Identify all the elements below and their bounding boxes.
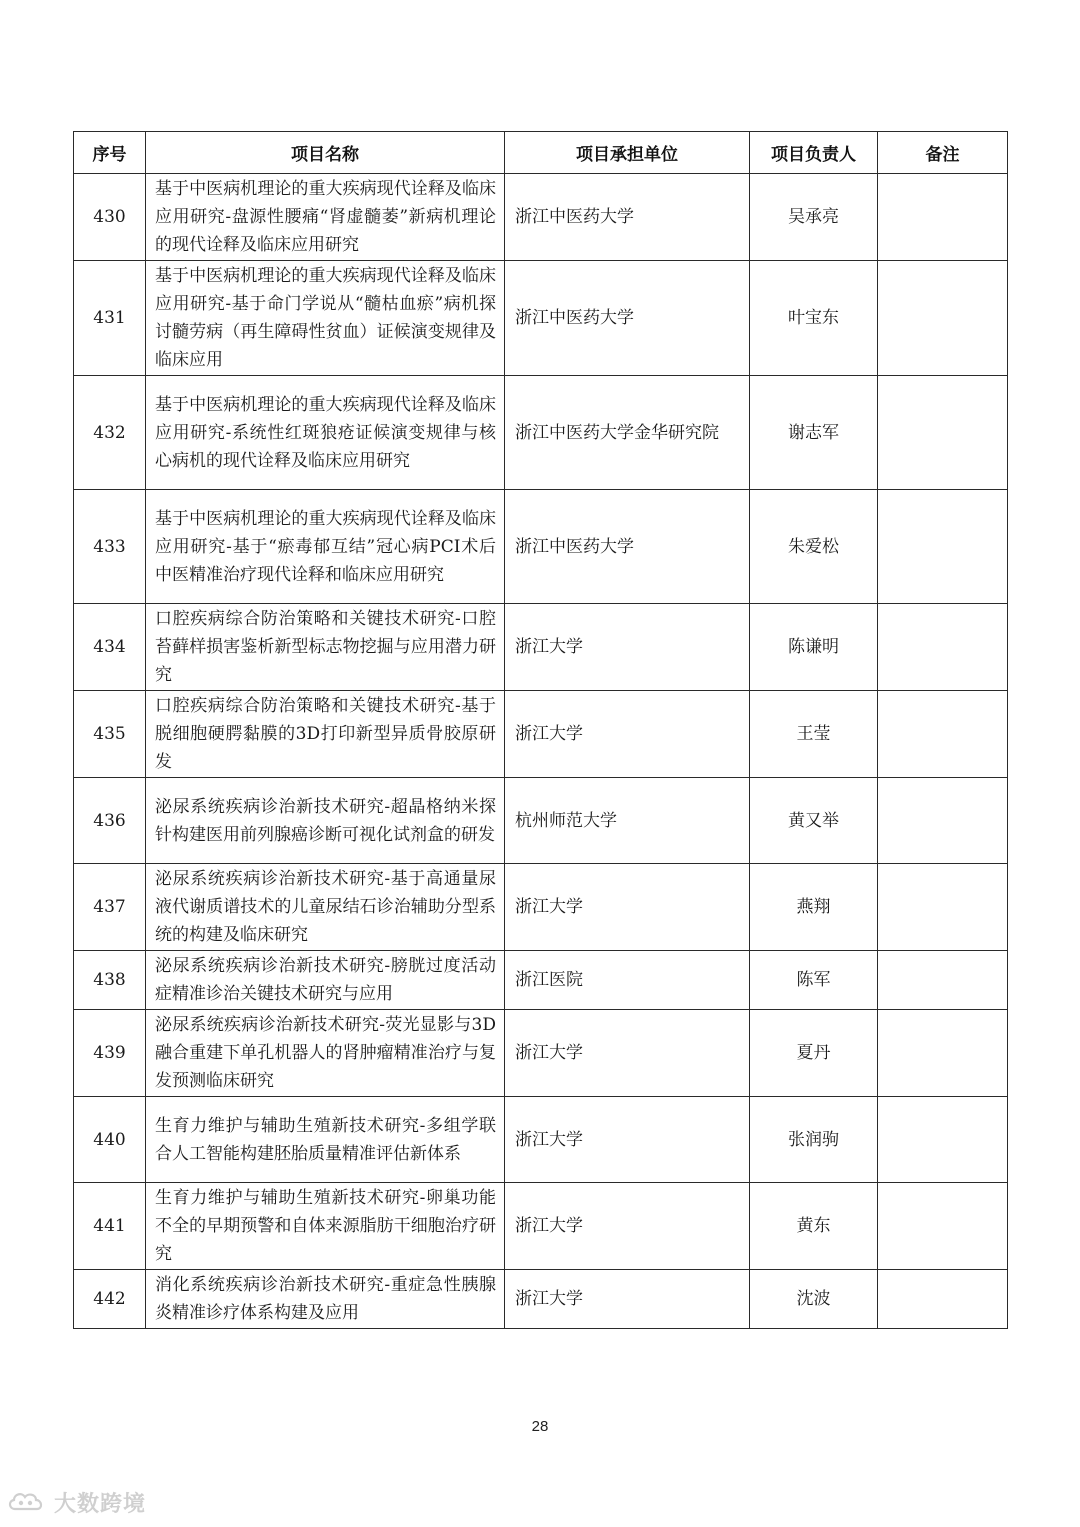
table-row	[74, 1010, 1008, 1097]
project-lead: 张润驹	[750, 1097, 878, 1183]
row-number: 432	[74, 376, 146, 490]
row-number: 435	[74, 691, 146, 778]
project-unit: 杭州师范大学	[505, 778, 750, 864]
header-note: 备注	[878, 132, 1008, 174]
project-note	[878, 1270, 1008, 1329]
project-lead: 黄东	[750, 1183, 878, 1270]
project-name: 口腔疾病综合防治策略和关键技术研究-口腔苔藓样损害鉴析新型标志物挖掘与应用潜力研究	[146, 604, 505, 691]
watermark-text: 大数跨境	[54, 1491, 147, 1517]
project-name: 泌尿系统疾病诊治新技术研究-超晶格纳米探针构建医用前列腺癌诊断可视化试剂盒的研发	[146, 778, 505, 864]
project-lead: 谢志军	[750, 376, 878, 490]
row-number: 431	[74, 261, 146, 376]
project-name: 泌尿系统疾病诊治新技术研究-荧光显影与3D融合重建下单孔机器人的肾肿瘤精准治疗与复发预测临床研究	[146, 1010, 505, 1097]
header-unit: 项目承担单位	[505, 132, 750, 174]
table-row	[74, 174, 1008, 261]
project-note	[878, 691, 1008, 778]
project-lead: 陈谦明	[750, 604, 878, 691]
project-note	[878, 1183, 1008, 1270]
project-lead: 夏丹	[750, 1010, 878, 1097]
project-name: 生育力维护与辅助生殖新技术研究-卵巢功能不全的早期预警和自体来源脂肪干细胞治疗研究	[146, 1183, 505, 1270]
header-no: 序号	[74, 132, 146, 174]
table-row	[74, 864, 1008, 951]
project-unit: 浙江大学	[505, 691, 750, 778]
table-row	[74, 604, 1008, 691]
table-row	[74, 1097, 1008, 1183]
project-lead: 朱爱松	[750, 490, 878, 604]
cloud-logo-icon	[6, 1488, 48, 1516]
project-note	[878, 778, 1008, 864]
table-header-row	[74, 132, 1008, 174]
project-unit: 浙江中医药大学	[505, 174, 750, 261]
project-note	[878, 490, 1008, 604]
table-row	[74, 691, 1008, 778]
project-unit: 浙江大学	[505, 1010, 750, 1097]
watermark	[6, 1486, 146, 1518]
project-lead: 陈军	[750, 951, 878, 1010]
project-lead: 黄又举	[750, 778, 878, 864]
row-number: 440	[74, 1097, 146, 1183]
project-note	[878, 604, 1008, 691]
project-name: 口腔疾病综合防治策略和关键技术研究-基于脱细胞硬腭黏膜的3D打印新型异质骨胶原研发	[146, 691, 505, 778]
row-number: 434	[74, 604, 146, 691]
table-row	[74, 376, 1008, 490]
project-name: 生育力维护与辅助生殖新技术研究-多组学联合人工智能构建胚胎质量精准评估新体系	[146, 1097, 505, 1183]
page-number: 28	[531, 1418, 549, 1435]
header-name: 项目名称	[146, 132, 505, 174]
project-note	[878, 376, 1008, 490]
project-note	[878, 1010, 1008, 1097]
table-row	[74, 1270, 1008, 1329]
project-unit: 浙江大学	[505, 864, 750, 951]
row-number: 438	[74, 951, 146, 1010]
project-unit: 浙江大学	[505, 1097, 750, 1183]
project-note	[878, 261, 1008, 376]
table-row	[74, 951, 1008, 1010]
project-unit: 浙江大学	[505, 1270, 750, 1329]
project-lead: 吴承亮	[750, 174, 878, 261]
project-note	[878, 864, 1008, 951]
row-number: 441	[74, 1183, 146, 1270]
project-name: 基于中医病机理论的重大疾病现代诠释及临床应用研究-基于“瘀毒郁互结”冠心病PCI术后中医精准治疗现代诠释和临床应用研究	[146, 490, 505, 604]
project-name: 泌尿系统疾病诊治新技术研究-基于高通量尿液代谢质谱技术的儿童尿结石诊治辅助分型系统的构建及临床研究	[146, 864, 505, 951]
project-name: 消化系统疾病诊治新技术研究-重症急性胰腺炎精准诊疗体系构建及应用	[146, 1270, 505, 1329]
project-note	[878, 1097, 1008, 1183]
row-number: 433	[74, 490, 146, 604]
project-table	[73, 131, 1008, 1329]
project-lead: 叶宝东	[750, 261, 878, 376]
table-row	[74, 261, 1008, 376]
table-row	[74, 490, 1008, 604]
project-note	[878, 174, 1008, 261]
row-number: 439	[74, 1010, 146, 1097]
project-unit: 浙江中医药大学	[505, 261, 750, 376]
project-unit: 浙江中医药大学	[505, 490, 750, 604]
project-lead: 王莹	[750, 691, 878, 778]
project-lead: 沈波	[750, 1270, 878, 1329]
project-unit: 浙江医院	[505, 951, 750, 1010]
table-row	[74, 1183, 1008, 1270]
project-name: 基于中医病机理论的重大疾病现代诠释及临床应用研究-盘源性腰痛“肾虚髓萎”新病机理论的现代诠释及临床应用研究	[146, 174, 505, 261]
row-number: 437	[74, 864, 146, 951]
table-row	[74, 778, 1008, 864]
project-unit: 浙江大学	[505, 604, 750, 691]
row-number: 442	[74, 1270, 146, 1329]
project-name: 基于中医病机理论的重大疾病现代诠释及临床应用研究-基于命门学说从“髓枯血瘀”病机探讨髓劳病（再生障碍性贫血）证候演变规律及临床应用	[146, 261, 505, 376]
project-note	[878, 951, 1008, 1010]
header-lead: 项目负责人	[750, 132, 878, 174]
project-name: 泌尿系统疾病诊治新技术研究-膀胱过度活动症精准诊治关键技术研究与应用	[146, 951, 505, 1010]
project-unit: 浙江大学	[505, 1183, 750, 1270]
project-name: 基于中医病机理论的重大疾病现代诠释及临床应用研究-系统性红斑狼疮证候演变规律与核心病机的现代诠释及临床应用研究	[146, 376, 505, 490]
project-unit: 浙江中医药大学金华研究院	[505, 376, 750, 490]
row-number: 436	[74, 778, 146, 864]
project-lead: 燕翔	[750, 864, 878, 951]
row-number: 430	[74, 174, 146, 261]
